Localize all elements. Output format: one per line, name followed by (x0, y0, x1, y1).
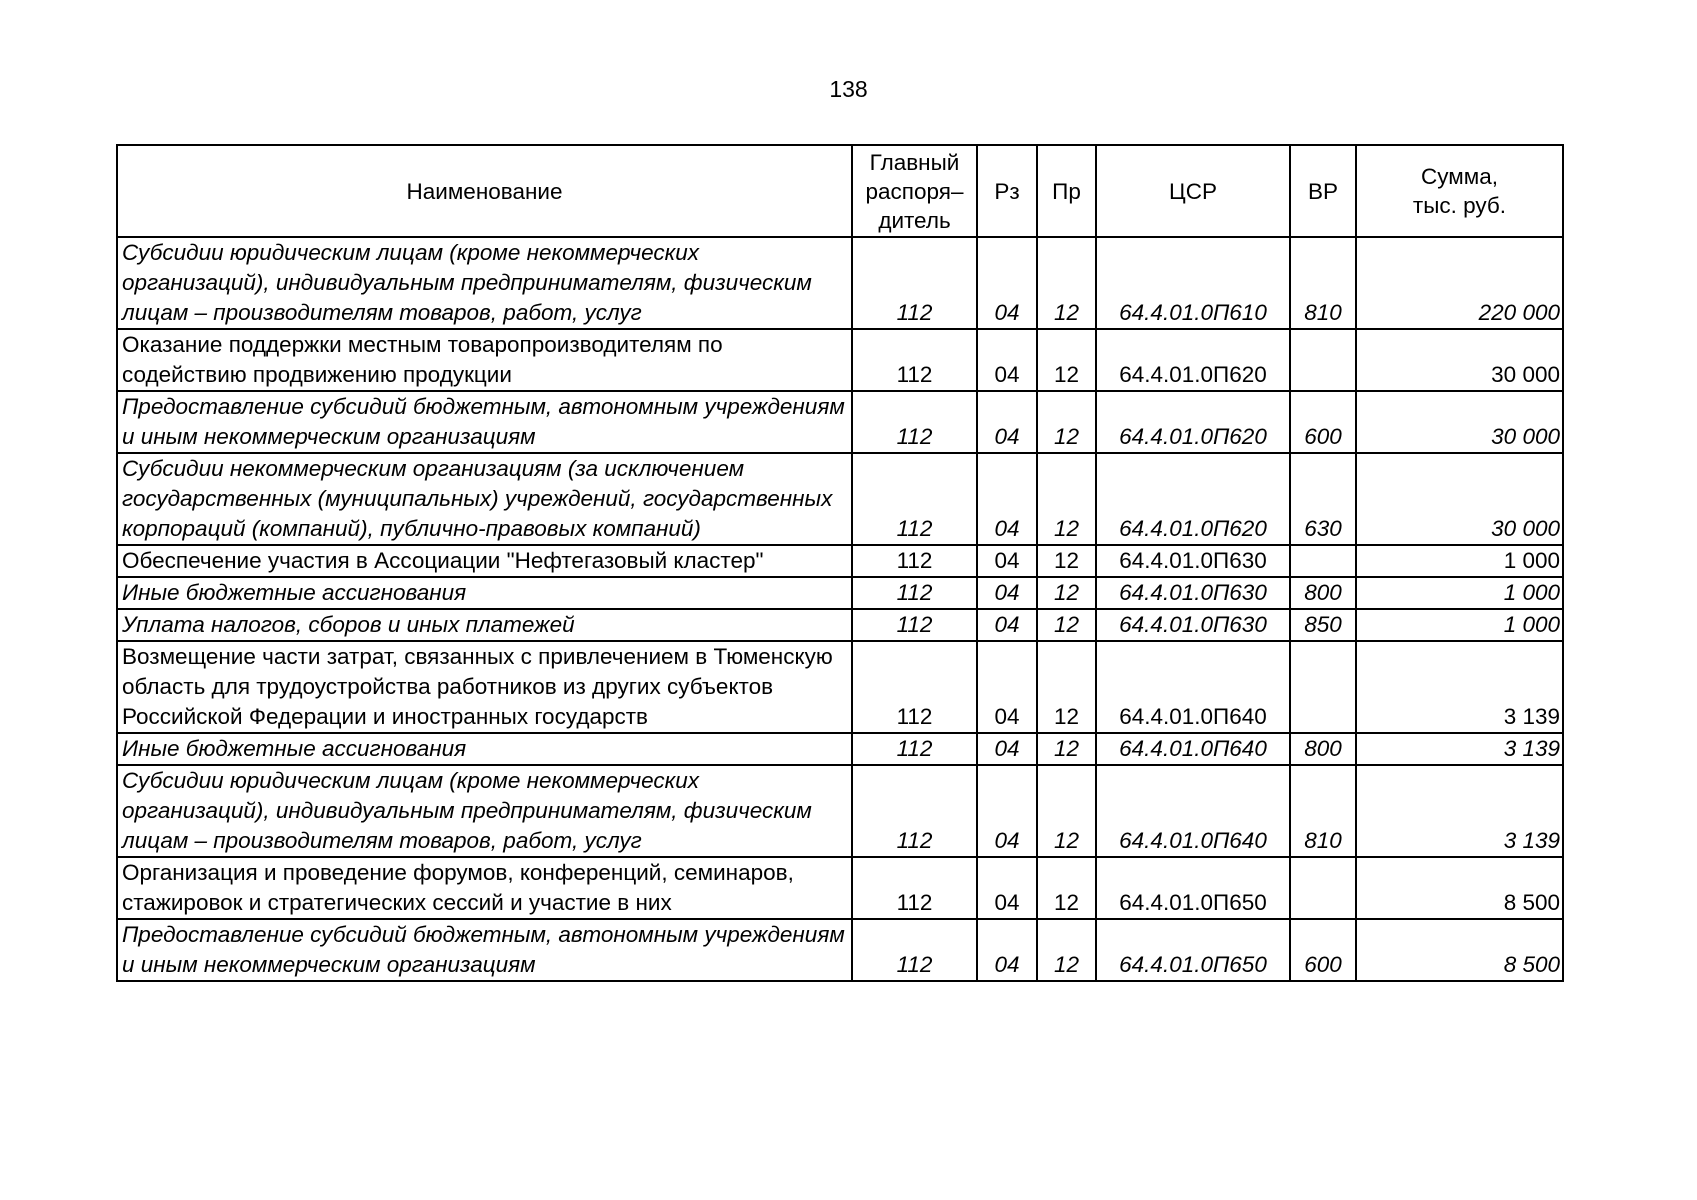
cell-main-manager: 112 (852, 641, 977, 733)
header-main-manager: Главный распоря– дитель (852, 145, 977, 237)
cell-rz: 04 (977, 329, 1037, 391)
cell-rz: 04 (977, 919, 1037, 981)
cell-sum: 220 000 (1356, 237, 1563, 329)
cell-sum: 8 500 (1356, 857, 1563, 919)
cell-name: Возмещение части затрат, связанных с привлечением в Тюменскую область для трудоустройства работников из других субъектов Российской Федерации и иностранных государств (117, 641, 852, 733)
table-header-row (117, 145, 1563, 237)
cell-pr: 12 (1037, 453, 1096, 545)
cell-csr: 64.4.01.0П650 (1096, 857, 1290, 919)
cell-name: Организация и проведение форумов, конференций, семинаров, стажировок и стратегических сессий и участие в них (117, 857, 852, 919)
cell-vr (1290, 857, 1356, 919)
cell-main-manager: 112 (852, 453, 977, 545)
cell-vr (1290, 545, 1356, 577)
cell-vr: 800 (1290, 733, 1356, 765)
cell-rz: 04 (977, 765, 1037, 857)
table-row (117, 857, 1563, 919)
header-csr: ЦСР (1096, 145, 1290, 237)
table-row (117, 577, 1563, 609)
budget-table (116, 144, 1564, 982)
cell-sum: 8 500 (1356, 919, 1563, 981)
cell-csr: 64.4.01.0П630 (1096, 577, 1290, 609)
cell-csr: 64.4.01.0П620 (1096, 453, 1290, 545)
cell-vr: 800 (1290, 577, 1356, 609)
cell-csr: 64.4.01.0П630 (1096, 545, 1290, 577)
cell-sum: 3 139 (1356, 641, 1563, 733)
cell-sum: 3 139 (1356, 765, 1563, 857)
cell-vr: 630 (1290, 453, 1356, 545)
table-row (117, 391, 1563, 453)
cell-pr: 12 (1037, 919, 1096, 981)
header-sum: Сумма, тыс. руб. (1356, 145, 1563, 237)
header-vr: ВР (1290, 145, 1356, 237)
cell-sum: 30 000 (1356, 391, 1563, 453)
cell-name: Субсидии юридическим лицам (кроме некоммерческих организаций), индивидуальным предпринимателям, физическим лицам – производителям товаров, работ, услуг (117, 765, 852, 857)
cell-main-manager: 112 (852, 765, 977, 857)
cell-sum: 3 139 (1356, 733, 1563, 765)
cell-pr: 12 (1037, 237, 1096, 329)
cell-sum: 30 000 (1356, 329, 1563, 391)
cell-vr: 600 (1290, 391, 1356, 453)
cell-csr: 64.4.01.0П610 (1096, 237, 1290, 329)
cell-name: Оказание поддержки местным товаропроизводителям по содействию продвижению продукции (117, 329, 852, 391)
table-row (117, 641, 1563, 733)
cell-vr (1290, 641, 1356, 733)
cell-main-manager: 112 (852, 577, 977, 609)
cell-vr: 600 (1290, 919, 1356, 981)
cell-csr: 64.4.01.0П620 (1096, 329, 1290, 391)
cell-pr: 12 (1037, 765, 1096, 857)
table-row (117, 919, 1563, 981)
cell-sum: 1 000 (1356, 545, 1563, 577)
cell-rz: 04 (977, 545, 1037, 577)
cell-name: Субсидии юридическим лицам (кроме некоммерческих организаций), индивидуальным предпринимателям, физическим лицам – производителям товаров, работ, услуг (117, 237, 852, 329)
cell-vr (1290, 329, 1356, 391)
cell-pr: 12 (1037, 733, 1096, 765)
cell-rz: 04 (977, 391, 1037, 453)
cell-main-manager: 112 (852, 733, 977, 765)
cell-sum: 1 000 (1356, 609, 1563, 641)
cell-main-manager: 112 (852, 329, 977, 391)
cell-rz: 04 (977, 237, 1037, 329)
table-row (117, 765, 1563, 857)
cell-name: Иные бюджетные ассигнования (117, 733, 852, 765)
table-row (117, 733, 1563, 765)
cell-sum: 30 000 (1356, 453, 1563, 545)
table-row (117, 545, 1563, 577)
cell-rz: 04 (977, 577, 1037, 609)
page-number: 138 (829, 76, 868, 102)
cell-pr: 12 (1037, 609, 1096, 641)
cell-csr: 64.4.01.0П650 (1096, 919, 1290, 981)
cell-main-manager: 112 (852, 237, 977, 329)
table-row (117, 237, 1563, 329)
cell-name: Иные бюджетные ассигнования (117, 577, 852, 609)
cell-name: Обеспечение участия в Ассоциации "Нефтегазовый кластер" (117, 545, 852, 577)
cell-name: Предоставление субсидий бюджетным, автономным учреждениям и иным некоммерческим организациям (117, 919, 852, 981)
cell-csr: 64.4.01.0П620 (1096, 391, 1290, 453)
cell-rz: 04 (977, 733, 1037, 765)
table-row (117, 329, 1563, 391)
cell-vr: 810 (1290, 765, 1356, 857)
cell-main-manager: 112 (852, 545, 977, 577)
cell-name: Уплата налогов, сборов и иных платежей (117, 609, 852, 641)
cell-main-manager: 112 (852, 391, 977, 453)
cell-pr: 12 (1037, 577, 1096, 609)
cell-pr: 12 (1037, 545, 1096, 577)
cell-rz: 04 (977, 857, 1037, 919)
cell-pr: 12 (1037, 857, 1096, 919)
cell-vr: 850 (1290, 609, 1356, 641)
cell-pr: 12 (1037, 391, 1096, 453)
cell-main-manager: 112 (852, 857, 977, 919)
cell-csr: 64.4.01.0П640 (1096, 641, 1290, 733)
cell-sum: 1 000 (1356, 577, 1563, 609)
cell-csr: 64.4.01.0П640 (1096, 733, 1290, 765)
cell-main-manager: 112 (852, 609, 977, 641)
header-rz: Рз (977, 145, 1037, 237)
cell-rz: 04 (977, 453, 1037, 545)
header-name: Наименование (117, 145, 852, 237)
cell-csr: 64.4.01.0П630 (1096, 609, 1290, 641)
cell-rz: 04 (977, 609, 1037, 641)
cell-vr: 810 (1290, 237, 1356, 329)
header-pr: Пр (1037, 145, 1096, 237)
cell-name: Субсидии некоммерческим организациям (за исключением государственных (муниципальных) учреждений, государственных корпораций (компаний), публично-правовых компаний) (117, 453, 852, 545)
cell-main-manager: 112 (852, 919, 977, 981)
cell-rz: 04 (977, 641, 1037, 733)
cell-name: Предоставление субсидий бюджетным, автономным учреждениям и иным некоммерческим организациям (117, 391, 852, 453)
cell-csr: 64.4.01.0П640 (1096, 765, 1290, 857)
cell-pr: 12 (1037, 641, 1096, 733)
table-row (117, 609, 1563, 641)
table-body (117, 237, 1563, 981)
cell-pr: 12 (1037, 329, 1096, 391)
table-row (117, 453, 1563, 545)
